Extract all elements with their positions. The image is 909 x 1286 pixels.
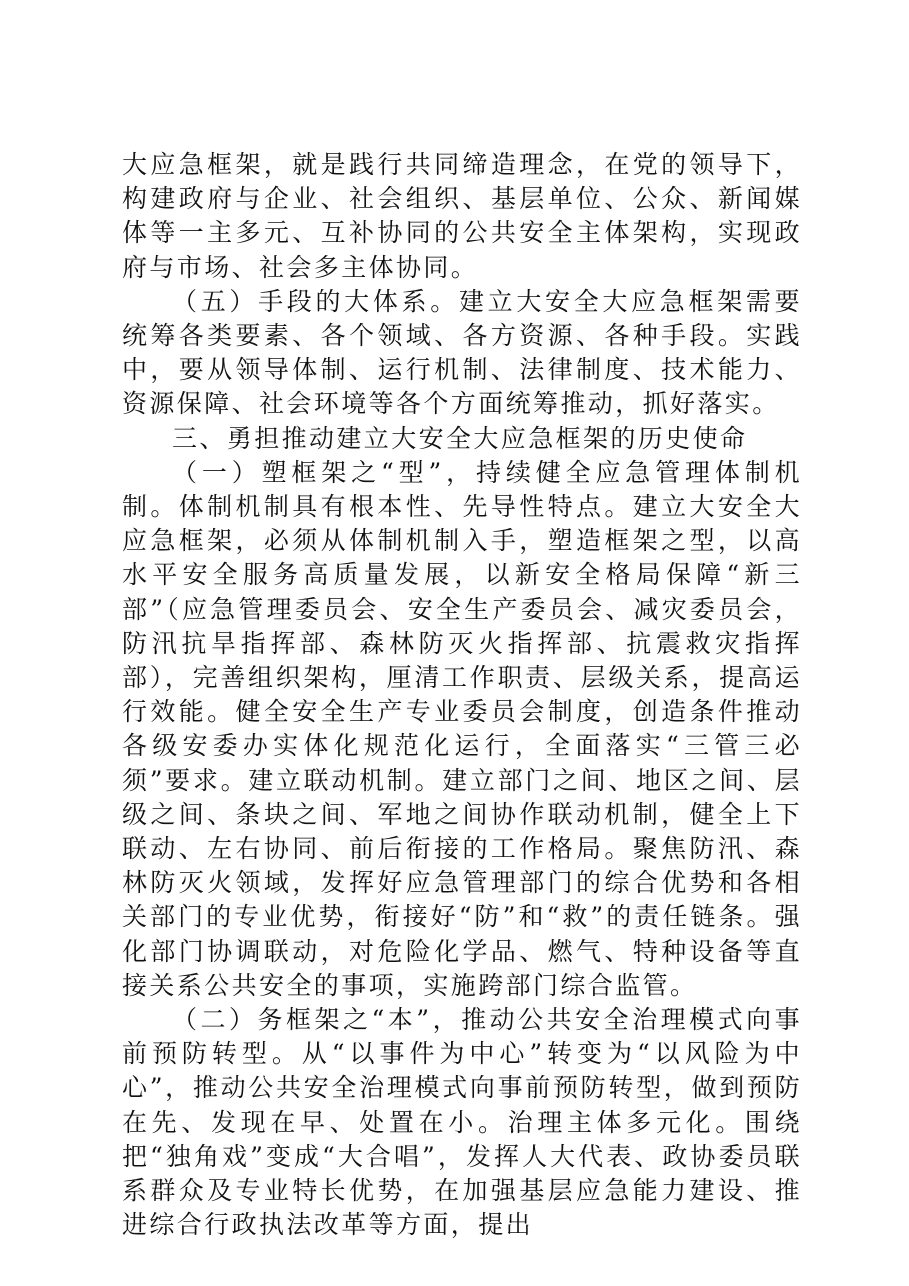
- paragraph-framework-shape: （一）塑框架之“型”，持续健全应急管理体制机制。体制机制具有根本性、先导性特点。建立大安全大应急框架，必须从体制机制入手，塑造框架之型，以高水平安全服务高质量发展，以新安全格局保障“新三部”（应急管理委员会、安全生产委员会、减灾委员会，防汛抗旱指挥部、森林防灭火指挥部、抗震救灾指挥部），完善组织架构，厘清工作职责、层级关系，提高运行效能。健全安全生产专业委员会制度，创造条件推动各级安委办实体化规范化运行，全面落实“三管三必须”要求。建立联动机制。建立部门之间、地区之间、层级之间、条块之间、军地之间协作联动机制，健全上下联动、左右协同、前后衔接的工作格局。聚焦防汛、森林防灭火领域，发挥好应急管理部门的综合优势和各相关部门的专业优势，衔接好“防”和“救”的责任链条。强化部门协调联动，对危险化学品、燃气、特种设备等直接关系公共安全的事项，实施跨部门综合监管。: [122, 457, 802, 1000]
- section-heading-three: 三、勇担推动建立大安全大应急框架的历史使命: [172, 423, 748, 453]
- paragraph-framework-root: （二）务框架之“本”，推动公共安全治理模式向事前预防转型。从“以事件为中心”转变为“以风险为中心”，推动公共安全治理模式向事前预防转型，做到预防在先、发现在早、处置在小。治理主体多元化。围绕把“独角戏”变成“大合唱”，发挥人大代表、政协委员联系群众及专业特长优势，在加强基层应急能力建设、推进综合行政执法改革等方面，提出: [122, 1005, 802, 1240]
- paragraph-continuation: 大应急框架，就是践行共同缔造理念，在党的领导下，构建政府与企业、社会组织、基层单位、公众、新闻媒体等一主多元、互补协同的公共安全主体架构，实现政府与市场、社会多主体协同。: [122, 150, 802, 282]
- document-body: [122, 148, 802, 1243]
- paragraph-means-system: （五）手段的大体系。建立大安全大应急框架需要统筹各类要素、各个领域、各方资源、各种手段。实践中，要从领导体制、运行机制、法律制度、技术能力、资源保障、社会环境等各个方面统筹推动，抓好落实。: [122, 286, 802, 419]
